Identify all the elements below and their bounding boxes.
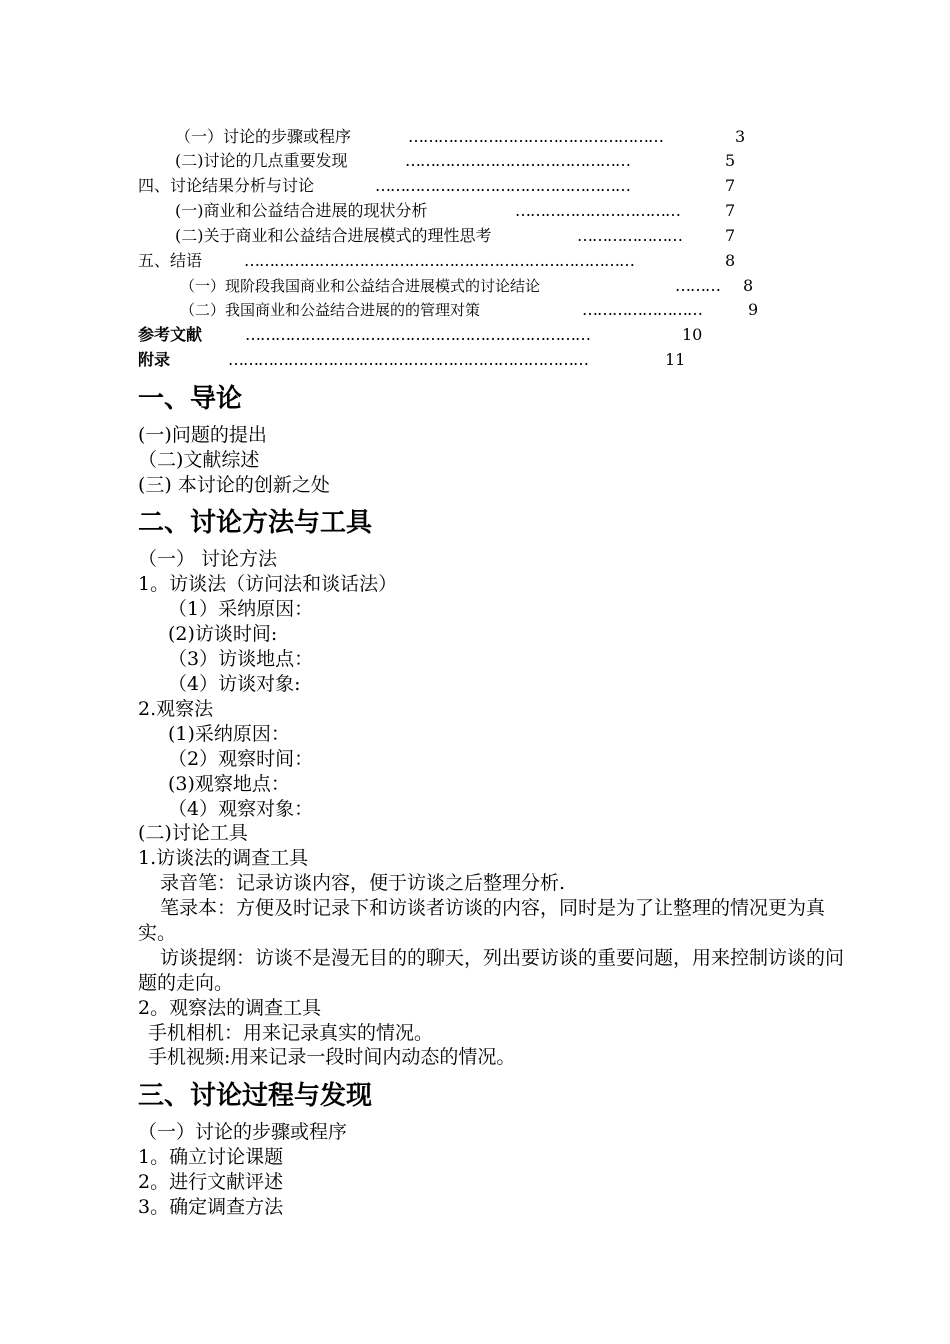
toc-leader: …………………………………………… — [408, 127, 663, 146]
toc-page-number: 7 — [725, 176, 736, 195]
toc-page-number: 10 — [682, 325, 703, 344]
paragraph: 手机相机：用来记录真实的情况。 — [148, 1022, 434, 1044]
toc-leader: …………………………… — [515, 201, 680, 220]
toc-page-number: 8 — [743, 276, 754, 295]
toc-label: 五、结语 — [138, 251, 203, 270]
toc-page-number: 3 — [735, 127, 746, 146]
toc-entry — [175, 199, 428, 223]
toc-entry — [138, 249, 202, 273]
toc-leader: ……… — [675, 276, 720, 295]
subsection-heading: （一）讨论的步骤或程序 — [138, 1121, 348, 1143]
toc-entry — [138, 174, 314, 198]
toc-label: (二)关于商业和公益结合进展模式的理性思考 — [175, 226, 492, 245]
toc-entry — [175, 149, 348, 173]
toc-leader: …………………………………………………………………… — [244, 251, 634, 270]
list-heading: 1.访谈法的调查工具 — [138, 847, 309, 869]
list-item: (2)访谈时间: — [168, 623, 278, 645]
list-heading: 1。访谈法（访问法和谈话法） — [138, 573, 398, 595]
paragraph: 录音笔：记录访谈内容，便于访谈之后整理分析. — [160, 872, 566, 894]
toc-leader: ………………… — [577, 226, 682, 245]
list-item: （1）采纳原因： — [168, 598, 314, 620]
toc-page-number: 5 — [725, 151, 736, 170]
toc-entry — [180, 274, 540, 298]
subsection-heading: (一)问题的提出 — [138, 424, 267, 446]
toc-label: (一)商业和公益结合进展的现状分析 — [175, 201, 428, 220]
list-item: （4）访谈对象: — [168, 673, 301, 695]
toc-label: （一）讨论的步骤或程序 — [175, 127, 352, 146]
section-heading: 三、讨论过程与发现 — [138, 1081, 373, 1111]
subsection-heading: (二)讨论工具 — [138, 822, 248, 844]
toc-entry — [175, 224, 492, 248]
list-heading: 2.观察法 — [138, 698, 214, 720]
subsection-heading: （一） 讨论方法 — [138, 548, 278, 570]
toc-label: 附录 — [138, 350, 171, 369]
toc-page-number: 9 — [748, 300, 759, 319]
toc-leader: ……………………………………… — [405, 151, 630, 170]
section-heading: 一、导论 — [138, 384, 243, 414]
toc-page-number: 7 — [725, 226, 736, 245]
subsection-heading: (三) 本讨论的创新之处 — [138, 474, 330, 496]
toc-entry — [175, 125, 351, 149]
paragraph: 访谈提纲：访谈不是漫无目的的聊天，列出要访谈的重要问题，用来控制访谈的问题的走向。 — [138, 947, 845, 994]
toc-page-number: 7 — [725, 201, 736, 220]
toc-entry — [138, 348, 170, 372]
toc-page-number: 8 — [725, 251, 736, 270]
toc-label: （二）我国商业和公益结合进展的的管理对策 — [180, 301, 481, 319]
list-item: （4）观察对象： — [168, 798, 314, 820]
list-item: 1。确立讨论课题 — [138, 1146, 284, 1168]
toc-leader: …………………………………………… — [375, 176, 630, 195]
toc-label: （一）现阶段我国商业和公益结合进展模式的讨论结论 — [180, 277, 541, 295]
toc-page-number: 11 — [665, 350, 686, 369]
paragraph: 手机视频:用来记录一段时间内动态的情况。 — [148, 1046, 516, 1068]
toc-label: (二)讨论的几点重要发现 — [175, 151, 348, 170]
toc-label: 四、讨论结果分析与讨论 — [138, 176, 315, 195]
list-item: 2。进行文献评述 — [138, 1171, 284, 1193]
toc-leader: ……………………………………………………………… — [228, 350, 588, 369]
list-item: 3。确定调查方法 — [138, 1196, 284, 1218]
list-item: (1)采纳原因： — [168, 723, 290, 745]
list-item: （3）访谈地点： — [168, 648, 314, 670]
toc-label: 参考文献 — [138, 325, 203, 344]
list-heading: 2。观察法的调查工具 — [138, 997, 322, 1019]
subsection-heading: （二)文献综述 — [138, 449, 260, 471]
section-heading: 二、讨论方法与工具 — [138, 508, 373, 538]
list-item: （2）观察时间： — [168, 748, 314, 770]
list-item: (3)观察地点： — [168, 773, 290, 795]
toc-entry — [180, 298, 480, 322]
toc-entry — [138, 323, 202, 347]
paragraph: 笔录本：方便及时记录下和访谈者访谈的内容，同时是为了让整理的情况更为真实。 — [138, 897, 826, 944]
toc-leader: …………………… — [582, 300, 702, 319]
toc-leader: …………………………………………………………… — [245, 325, 590, 344]
